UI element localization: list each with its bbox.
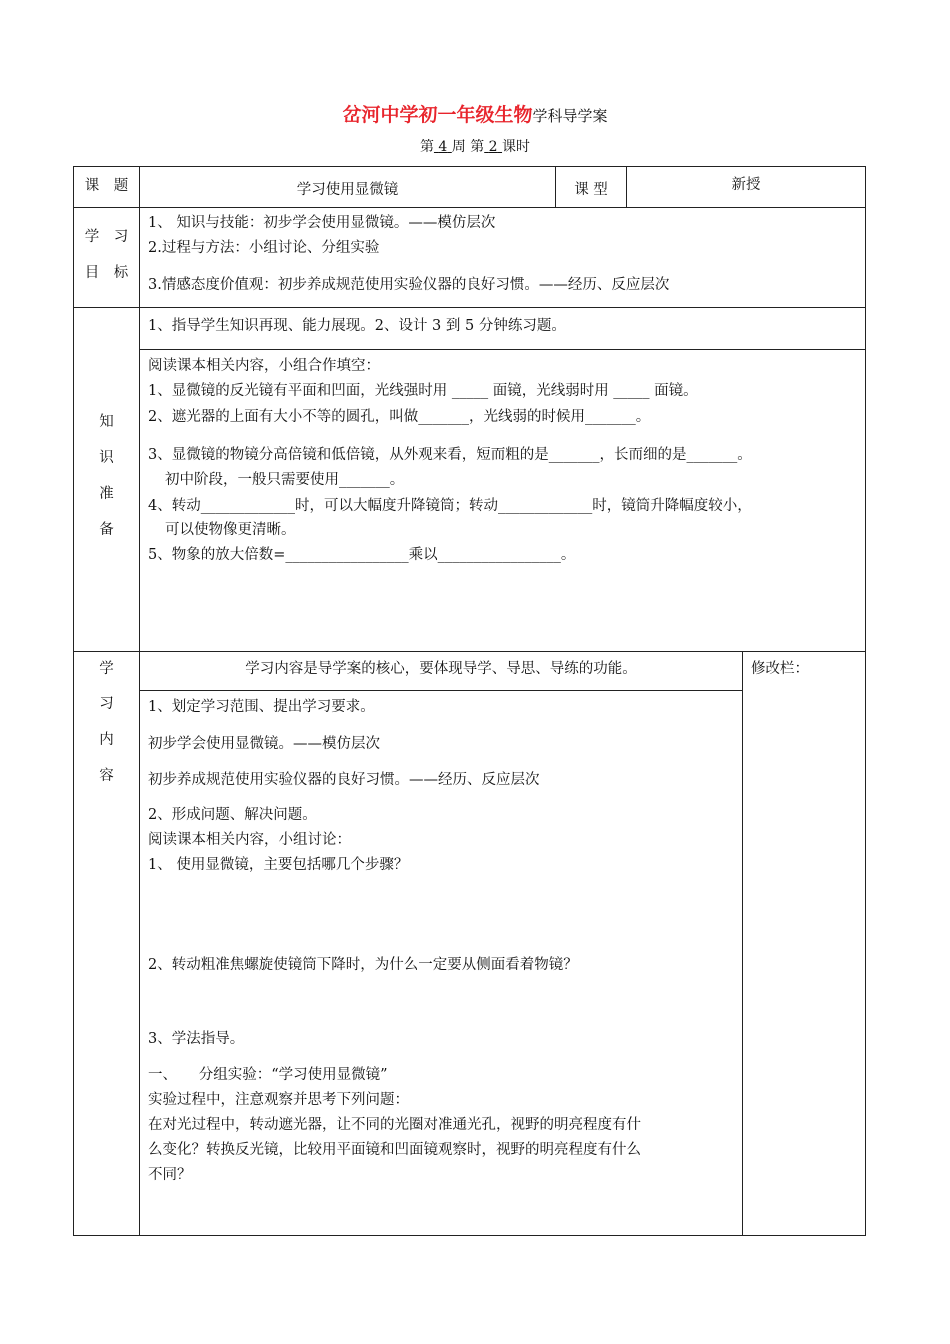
knowledge-design-note: 1、指导学生知识再现、能力展现。2、设计 3 到 5 分钟练习题。 (148, 318, 566, 334)
content-experiment-question-line1: 在对光过程中，转动遮光器，让不同的光圈对准通光孔，视野的明亮程度有什 (148, 1117, 641, 1133)
knowledge-label-char-4: 备 (99, 522, 114, 538)
content-label-char-4: 容 (99, 768, 114, 784)
content-goal-2: 初步养成规范使用实验仪器的良好习惯。——经历、反应层次 (148, 772, 540, 788)
goals-label-line1: 学 习 (84, 229, 129, 245)
week-number: 4 (438, 139, 448, 155)
content-step-2: 2、形成问题、解决问题。 (148, 807, 317, 823)
fill-blank-4-cont: 可以使物像更清晰。 (165, 522, 296, 538)
lesson-type-value: 新授 (731, 177, 761, 193)
topic-label: 课 题 (84, 178, 129, 194)
content-experiment-question-line2: 么变化？转换反光镜，比较用平面镜和凹面镜观察时，视野的明亮程度有什么 (148, 1142, 641, 1158)
revise-column-label: 修改栏： (751, 661, 809, 677)
lesson-type-label: 课 型 (574, 182, 608, 198)
content-experiment-intro: 实验过程中，注意观察并思考下列问题： (148, 1092, 409, 1108)
fill-blank-3-cont: 初中阶段，一般只需要使用_______。 (165, 472, 405, 488)
content-experiment-title: 一、 分组实验：“学习使用显微镜” (148, 1067, 388, 1083)
knowledge-label-char-1: 知 (99, 414, 114, 430)
fill-blank-1: 1、显微镜的反光镜有平面和凹面，光线强时用 _____ 面镜，光线弱时用 _____ 面镜。 (148, 383, 698, 399)
lesson-number: 2 (488, 139, 498, 155)
fill-blank-5: 5、物象的放大倍数=_________________乘以_________________。 (148, 547, 576, 563)
content-step-1: 1、划定学习范围、提出学习要求。 (148, 699, 375, 715)
goal-process: 2.过程与方法：小组讨论、分组实验 (148, 240, 380, 256)
fill-blank-3: 3、显微镜的物镜分高倍镜和低倍镜，从外观来看，短而粗的是_______，长而细的是_______。 (148, 447, 752, 463)
content-question-2: 2、转动粗准焦螺旋使镜筒下降时，为什么一定要从侧面看着物镜？ (148, 957, 578, 973)
fill-blank-2: 2、遮光器的上面有大小不等的圆孔，叫做_______，光线弱的时候用_______。 (148, 409, 651, 425)
week-prefix: 第 (419, 139, 434, 155)
topic-value: 学习使用显微镜 (296, 182, 399, 198)
content-experiment-question-line3: 不同？ (148, 1167, 192, 1183)
knowledge-label-char-2: 识 (99, 450, 114, 466)
week-unit: 周 第 (451, 139, 485, 155)
title-doc-type: 学科导学案 (532, 107, 608, 125)
document-title (0, 100, 950, 127)
content-question-1: 1、 使用显微镜，主要包括哪几个步骤？ (148, 857, 409, 873)
content-goal-1: 初步学会使用显微镜。——模仿层次 (148, 736, 380, 752)
goal-knowledge: 1、 知识与技能：初步学会使用显微镜。——模仿层次 (148, 215, 496, 231)
content-label-char-1: 学 (99, 661, 114, 677)
content-label-char-3: 内 (99, 732, 114, 748)
goals-label-line2: 目 标 (84, 265, 129, 281)
week-lesson-line (0, 136, 950, 156)
title-school-grade-subject: 岔河中学初一年级生物 (342, 104, 533, 126)
content-label-char-2: 习 (99, 696, 114, 712)
content-header: 学习内容是导学案的核心，要体现导学、导思、导练的功能。 (245, 661, 637, 677)
knowledge-intro: 阅读课本相关内容，小组合作填空： (148, 358, 380, 374)
content-discussion-intro: 阅读课本相关内容，小组讨论： (148, 832, 351, 848)
knowledge-label-char-3: 准 (99, 486, 114, 502)
goal-attitude: 3.情感态度价值观：初步养成规范使用实验仪器的良好习惯。——经历、反应层次 (148, 277, 670, 293)
fill-blank-4: 4、转动_____________时，可以大幅度升降镜筒；转动_____________时，镜筒升降幅度较小， (148, 498, 752, 514)
content-step-3: 3、学法指导。 (148, 1031, 245, 1047)
lesson-unit: 课时 (502, 139, 531, 155)
